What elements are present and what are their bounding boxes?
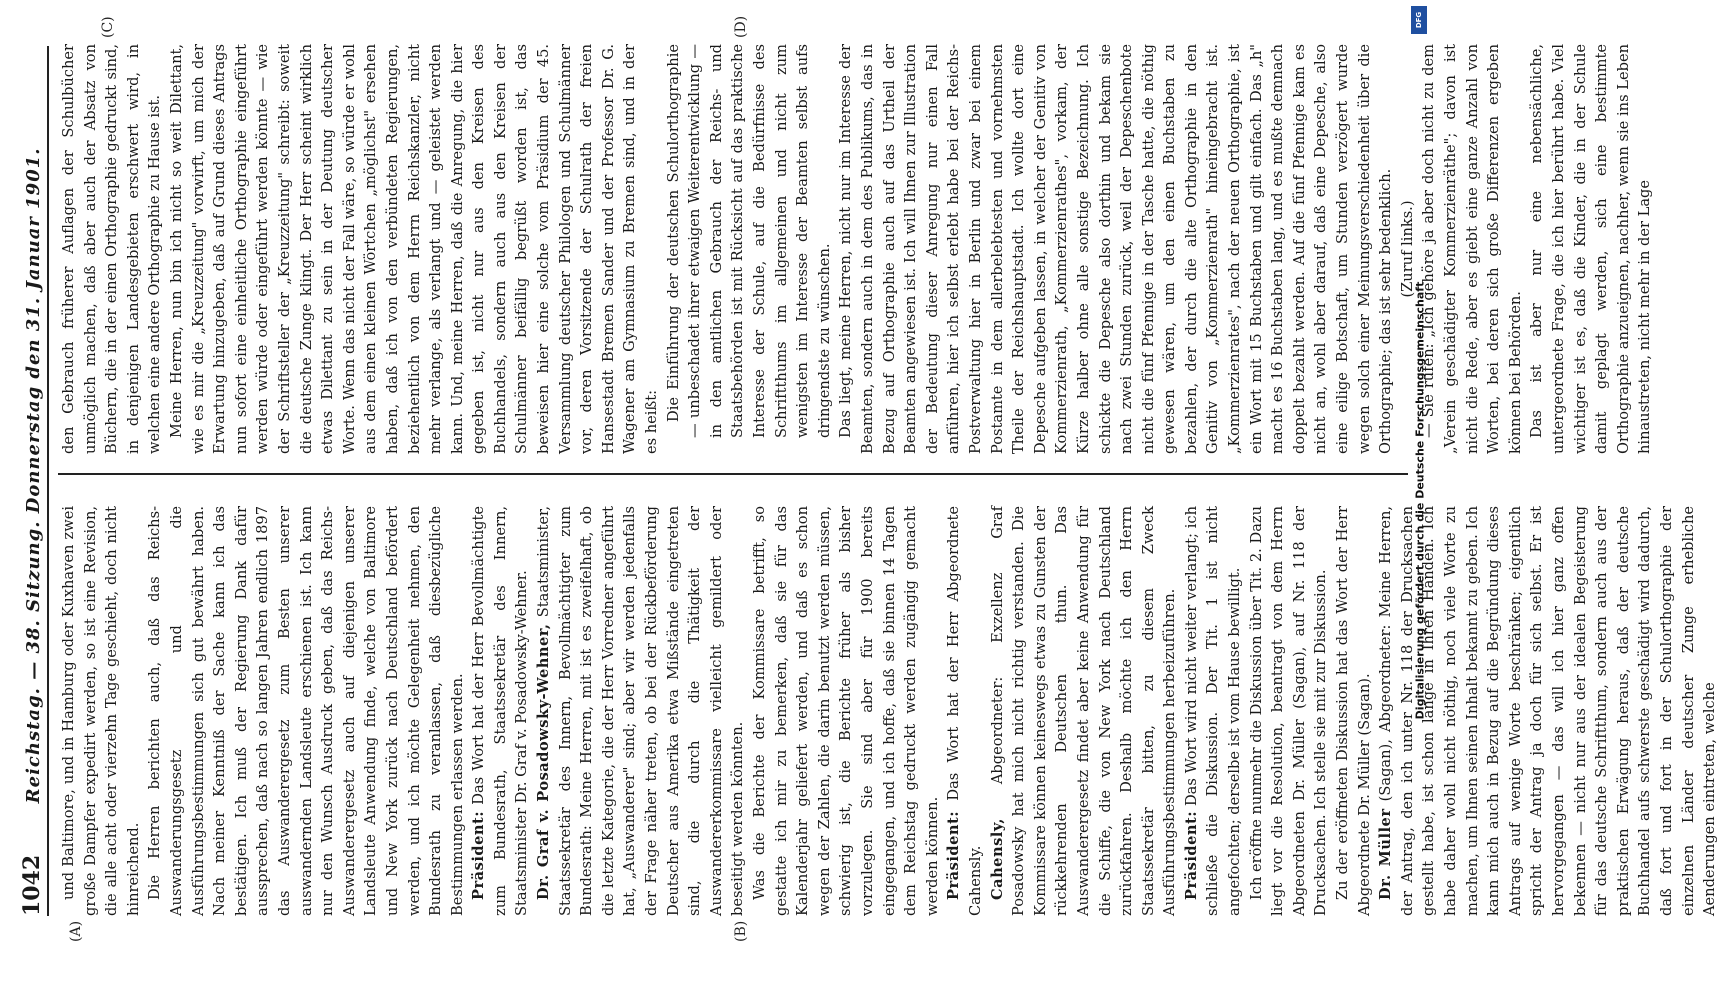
page-header <box>15 46 49 916</box>
paragraph-text: Staatsminister, Staatssekretär des Innern, Bevollmächtigter zum Bundesrath: Meine Herren, mit ist es zweifelhaft, ob die letzte Kategorie, die der Herr Vorredner angeführt hat, „Auswanderer" sind; aber wir werden jedenfalls der Frage näher treten, ob bei der Rückbeförderung Deutscher aus Amerika etwa Mißstände eingetreten sind, die durch die Thätigkeit der Auswandererkommissare vielleicht gemildert oder beseitigt werden könnten. <box>535 505 747 916</box>
page-number: 1042 <box>19 854 45 916</box>
paragraph-text: Das Wort wird nicht weiter verlangt; ich schließe die Diskussion. Der Tit. 1 ist nicht angefochten; derselbe ist vom Hause bewilligt. <box>1182 506 1244 916</box>
paragraph-text: Ich eröffne nunmehr die Diskussion über Tit. 2. Dazu liegt vor die Resolution, beantragt von dem Herrn Abgeordneten Dr. Müller (Sagan), auf Nr. 118 der Drucksachen. Ich stelle sie mit zur Diskussion. <box>1247 506 1330 916</box>
digitization-credit-text: Digitalisierung gefördert durch die Deutsche Forschungsgemeinschaft <box>1413 281 1427 719</box>
dfg-badge-label: DFG <box>1415 11 1423 29</box>
right-column-paragraph <box>835 44 1396 454</box>
paragraph-text: Die Herren berichten auch, daß das Reichs-Auswanderungsgesetz und die Ausführungsbestimmungen sich gut bewährt haben. Nach meiner Kenntniß der Sache kann ich das bestätigen. Ich muß der Regierung Dank dafür aussprechen, daß nach so langen Jahren endlich 1897 das Auswanderergesetz zum Besten unserer auswandernden Landsleute erschienen ist. Ich kann nur den Wunsch Ausdruck geben, daß das Reichs-Auswanderergesetz auch auf diejenigen unserer Landsleute Anwendung finde, welche von Baltimore und New York zurück nach Deutschland befördert werden, und ich möchte Gelegenheit nehmen, den Bundesrath zu veranlassen, daß diesbezügliche Bestimmungen erlassen werden. <box>146 506 466 916</box>
speaker-name: Dr. Müller <box>1377 808 1395 900</box>
margin-mark-d: (D) <box>733 15 749 38</box>
left-column-paragraph <box>1181 506 1246 916</box>
margin-mark-a: (A) <box>68 920 84 942</box>
right-column-paragraph <box>663 44 836 454</box>
paragraph-text: Was die Berichte der Kommissare betrifft, so gestatte ich mir zu bemerken, daß sie für das Kalenderjahr geliefert werden, und daß es schon wegen der Zahlen, die darin benutzt werden müssen, schwierig ist, die Berichte früher als bisher vorzulegen. Sie sind aber für 1900 bereits eingegangen, und ich hoffe, daß sie binnen 14 Tagen dem Reichstag gedruckt werden zugängig gemacht werden können. <box>751 506 941 916</box>
right-column-paragraph <box>166 44 663 454</box>
left-column-paragraph <box>533 506 749 916</box>
right-column-paragraph <box>1526 44 1656 454</box>
paragraph-text: — Sie rufen: „Ich gehöre ja aber doch nicht zu dem „Verein geschädigter Kommerzienräthe"; davon ist nicht die Rede, aber es giebt eine ganze Anzahl von Worten, bei deren sich große Differenzen ergeben können bei Behörden. <box>1420 44 1524 454</box>
left-column-paragraph <box>943 506 986 916</box>
left-column-paragraph <box>749 506 943 916</box>
left-column-paragraph <box>468 506 533 916</box>
left-column-paragraph <box>1246 506 1332 916</box>
paragraph-text: Meine Herren, nun bin ich nicht so weit Dilettant, wie es mir die „Kreuzzeitung" vorwirft, um mich der Erwartung hinzugeben, daß auf Grund dieses Antrags nun sofort eine einheitliche Orthographie eingeführt werden würde oder eingeführt werden könnte — wie der Schriftsteller der „Kreuzzeitung" schreibt: soweit die deutsche Zunge klingt. Der Herr scheint wirklich etwas Dilettant zu sein in der Deutung deutscher Worte. Wenn das nicht der Fall wäre, so würde er wohl aus dem einen kleinen Wörtchen „möglichst" ersehen haben, daß ich von den verbündeten Regierungen, beziehentlich von dem Herrn Reichskanzler, nicht mehr verlange, als verlangt und — geleistet werden kann. Und, meine Herren, daß die Anregung, die hier gegeben ist, nicht nur aus den Kreisen des Buchhandels, sondern auch aus den Kreisen der Schulmänner beifällig begrüßt worden ist, das beweisen hier eine solche vom Präsidium der 45. Versammlung deutscher Philologen und Schulmänner vor, deren Vorsitzende der Schulrath der freien Hansestadt Bremen Sander und der Professor Dr. G. Wagener am Gymnasium zu Bremen sind, und in der es heißt: <box>167 44 661 454</box>
margin-mark-b: (B) <box>733 920 749 942</box>
paragraph-text: Das ist aber nur eine nebensächliche, untergeordnete Frage, die ich hier berührt habe. Viel wichtiger ist es, daß die Kinder, die in der Schule damit geplagt werden, sich eine bestimmte Orthographie anzueignen, nachher, wenn sie ins Leben hinaustreten, nicht mehr in der Lage <box>1528 44 1654 454</box>
left-column-paragraph <box>987 506 1181 916</box>
speaker-name: Präsident: <box>470 810 488 900</box>
paragraph-text: Das liegt, meine Herren, nicht nur im Interesse der Beamten, sondern auch in dem des Publikums, das in Bezug auf Orthographie auch auf das Urtheil der Beamten angewiesen ist. Ich will Ihnen zur Illustration der Bedeutung dieser Anregung nur einen Fall anführen, hier ich selbst erlebt habe bei der Reichs-Postverwaltung hier in Berlin und zwar bei einem Postamte in dem allerbelebtesten und vornehmsten Theile der Reichshauptstadt. Ich wollte dort eine Depesche aufgeben lassen, in welcher der Genitiv von Kommerzienrath, „Kommerzienrathes", vorkam, der Kürze halber ohne alle sonstige Bezeichnung. Ich schickte die Depesche also dorthin und bekam sie nach zwei Stunden zurück, weil der Depeschenbote nicht die fünf Pfennige in der Tasche hatte, die nöthig gewesen wären, um den einen Buchstaben zu bezahlen, der durch die alte Orthographie in den Genitiv von „Kommerzienrath" hineingebracht ist. „Kommerzienrates", nach der neuen Orthographie, ist ein Wort mit 15 Buchstaben und gilt einfach. Das „h" macht es 16 Buchstaben lang, und es mußte demnach doppelt bezahlt werden. Auf die fünf Pfennige kam es nicht an, wohl aber darauf, daß eine Depesche, also eine eilige Botschaft, um Stunden verzögert wurde wegen solch einer Meinungsverschiedenheit über die Orthographie; das ist sehr bedenklich. <box>837 44 1395 454</box>
left-column-paragraph <box>1332 506 1375 916</box>
speaker-name: Präsident: <box>945 810 963 900</box>
paragraph-text: und Baltimore, und in Hamburg oder Kuxhaven zwei große Dampfer expedirt werden, so ist eine Revision, die alle acht oder vierzehn Tage geschieht, doch nicht hinreichend. <box>60 506 142 916</box>
right-column-paragraph <box>1418 44 1526 454</box>
paragraph-text: Das Wort hat der Herr Abgeordnete Cahensly. <box>945 506 984 916</box>
right-column-paragraph <box>58 44 166 454</box>
digitization-credit <box>1405 0 1434 1000</box>
speaker-name: Cahensly, <box>988 817 1006 900</box>
paragraph-text: den Gebrauch früherer Auflagen der Schulbücher unmöglich machen, daß aber auch der Absatz von Büchern, die in der einen Orthographie gedruckt sind, in denjenigen Landesgebieten erschwert wird, in welchen eine andere Orthographie zu Hause ist. <box>60 44 164 454</box>
paragraph-text: (Zuruf links.) <box>1398 200 1416 298</box>
left-column-paragraph <box>144 506 468 916</box>
column-divider <box>58 473 1408 475</box>
paragraph-text: Zu der eröffneten Diskussion hat das Wort der Herr Abgeordnete Dr. Müller (Sagan). <box>1334 506 1373 916</box>
paragraph-text: (Sagan), Abgeordneter: Meine Herren, der Antrag, den ich unter Nr. 118 der Drucksachen gestellt habe, ist schon lange in Ihren Händen. Ich habe daher wohl nicht nöthig, noch viele Worte zu machen, um Ihnen seinen Inhalt bekannt zu geben. Ich kann mich auch in Bezug auf die Begründung dieses Antrags auf wenige Worte beschränken; eigentlich spricht der Antrag ja doch für sich selbst. Er ist hervorgegangen — das will ich hier ganz offen bekennen — nicht nur aus der idealen Begeisterung für das deutsche Schriftthum, sondern auch aus der praktischen Erwägung heraus, daß der deutsche Buchhandel aufs schwerste geschädigt wird dadurch, daß fort und fort in der Schulorthographie der einzelnen Länder deutscher Zunge erhebliche Aenderungen eintreten, welche <box>1377 505 1719 916</box>
paragraph-text: Die Einführung der deutschen Schulorthographie — unbeschadet ihrer etwaigen Weiterentwicklung — in den amtlichen Gebrauch der Reichs- und Staatsbehörden ist mit Rücksicht auf das praktische Interesse der Schule, auf die Bedürfnisse des Schriftthums im allgemeinen und nicht zum wenigsten im Interesse der Beamten selbst aufs dringendste zu wünschen. <box>664 44 833 438</box>
speaker-name: Präsident: <box>1182 810 1200 900</box>
paragraph-text: Das Wort hat der Herr Bevollmächtigte zum Bundesrath, Staatssekretär des Innern, Staatsminister Dr. Graf v. Posadowsky-Wehner. <box>470 506 531 916</box>
page-header-title: Reichstag. — 38. Sitzung. Donnerstag den 31. Januar 1901. <box>23 147 44 804</box>
speaker-name: Dr. Graf v. Posadowsky-Wehner, <box>535 623 553 900</box>
margin-mark-c: (C) <box>100 16 116 38</box>
left-text-column <box>58 506 1721 916</box>
left-column-paragraph <box>58 506 144 916</box>
paragraph-text: Abgeordneter: Exzellenz Graf Posadowsky hat mich nicht richtig verstanden. Die Kommissare können keineswegs etwas zu Gunsten der rückkehrenden Deutschen thun. Das Auswanderergesetz findet aber keine Anwendung für die Schiffe, die von New York nach Deutschland zurückfahren. Deshalb möchte ich den Herrn Staatssekretär bitten, zu diesem Zweck Ausführungsbestimmungen herbeizuführen. <box>988 506 1179 916</box>
